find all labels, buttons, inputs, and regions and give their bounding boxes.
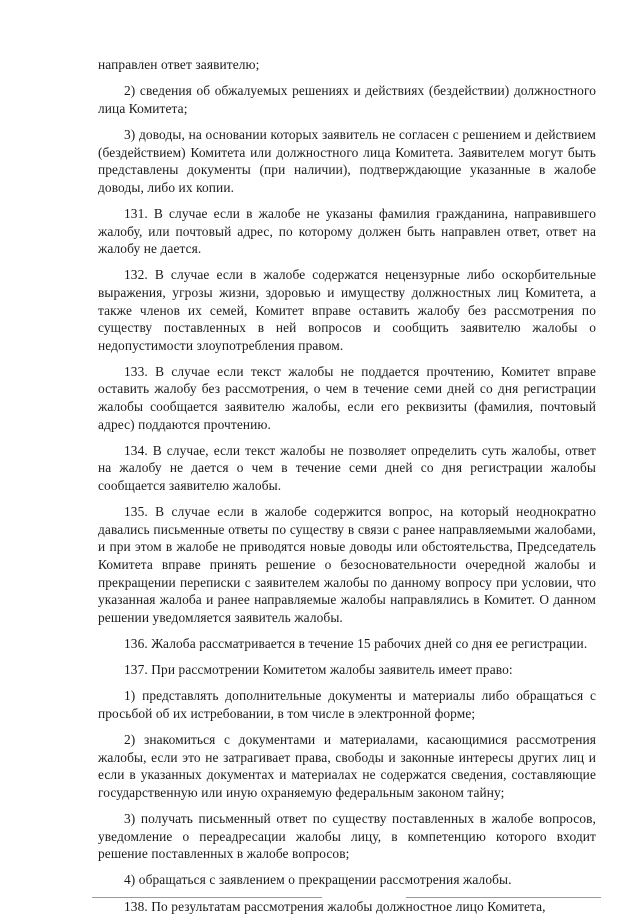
- paragraph-138: 138. По результатам рассмотрения жалобы должностное лицо Комитета,: [124, 898, 546, 914]
- paragraph-item-3: 3) доводы, на основании которых заявитель не согласен с решением и действием (бездействием) Комитета или должностного лица Комитета. Заявителем могут быть представлены документы (при наличии), подтверждающие указанные в жалобе доводы, либо их копии.: [98, 126, 596, 195]
- paragraph-137-item-4: 4) обращаться с заявлением о прекращении рассмотрения жалобы.: [124, 872, 512, 888]
- paragraph-136: 136. Жалоба рассматривается в течение 15 рабочих дней со дня ее регистрации.: [124, 635, 588, 651]
- bottom-divider-right: [406, 897, 601, 898]
- paragraph-137-item-1: 1) представлять дополнительные документы и материалы либо обращаться с просьбой об их истребовании, в том числе в электронной форме;: [98, 688, 596, 721]
- paragraph-137-item-2: 2) знакомиться с документами и материалами, касающимися рассмотрения жалобы, если это не затрагивает права, свободы и законные интересы других лиц и если в указанных документах и материалах не содержатся сведения, составляющие государственную или иную охраняемую федеральным законом тайну;: [98, 732, 596, 800]
- paragraph-131: 131. В случае если в жалобе не указаны фамилия гражданина, направившего жалобу, или почтовый адрес, по которому должен быть направлен ответ, ответ на жалобу не дается.: [98, 205, 596, 257]
- paragraph-132: 132. В случае если в жалобе содержатся нецензурные либо оскорбительные выражения, угрозы жизни, здоровью и имуществу должностных лиц Комитета, а также членов их семей, Комитет вправе оставить жалобу без рассмотрения по существу поставленных в ней вопросов и сообщить заявителю жалобы о недопустимости злоупотребления правом.: [98, 267, 596, 353]
- paragraph-134: 134. В случае, если текст жалобы не позволяет определить суть жалобы, ответ на жалобу не дается о чем в течение семи дней со дня регистрации жалобы сообщается заявителю жалобы.: [98, 442, 596, 494]
- paragraph-continuation: направлен ответ заявителю;: [98, 57, 260, 72]
- paragraph-item-2: 2) сведения об обжалуемых решениях и действиях (бездействии) должностного лица Комитета;: [98, 83, 596, 116]
- bottom-divider-left: [92, 897, 322, 898]
- document-page: [98, 56, 596, 924]
- paragraph-137: 137. При рассмотрении Комитетом жалобы заявитель имеет право:: [124, 662, 513, 678]
- paragraph-137-item-3: 3) получать письменный ответ по существу поставленных в жалобе вопросов, уведомление о переадресации жалобы лицу, в компетенцию которого входит решение поставленных в жалобе вопросов;: [98, 811, 596, 862]
- paragraph-135: 135. В случае если в жалобе содержится вопрос, на который неоднократно давались письменные ответы по существу в связи с ранее направляемыми жалобами, и при этом в жалобе не приводятся новые доводы или обстоятельства, Председатель Комитета вправе принять решение о безосновательности очередной жалобы и прекращении переписки с заявителем жалобы по данному вопросу при условии, что указанная жалоба и ранее направляемые жалобы направлялись в Комитет. О данном решении уведомляется заявитель жалобы.: [98, 504, 596, 625]
- paragraph-133: 133. В случае если текст жалобы не поддается прочтению, Комитет вправе оставить жалобу без рассмотрения, о чем в течение семи дней со дня регистрации жалобы сообщается заявителю жалобы, если его реквизиты (фамилия, почтовый адрес) поддаются прочтению.: [98, 363, 596, 432]
